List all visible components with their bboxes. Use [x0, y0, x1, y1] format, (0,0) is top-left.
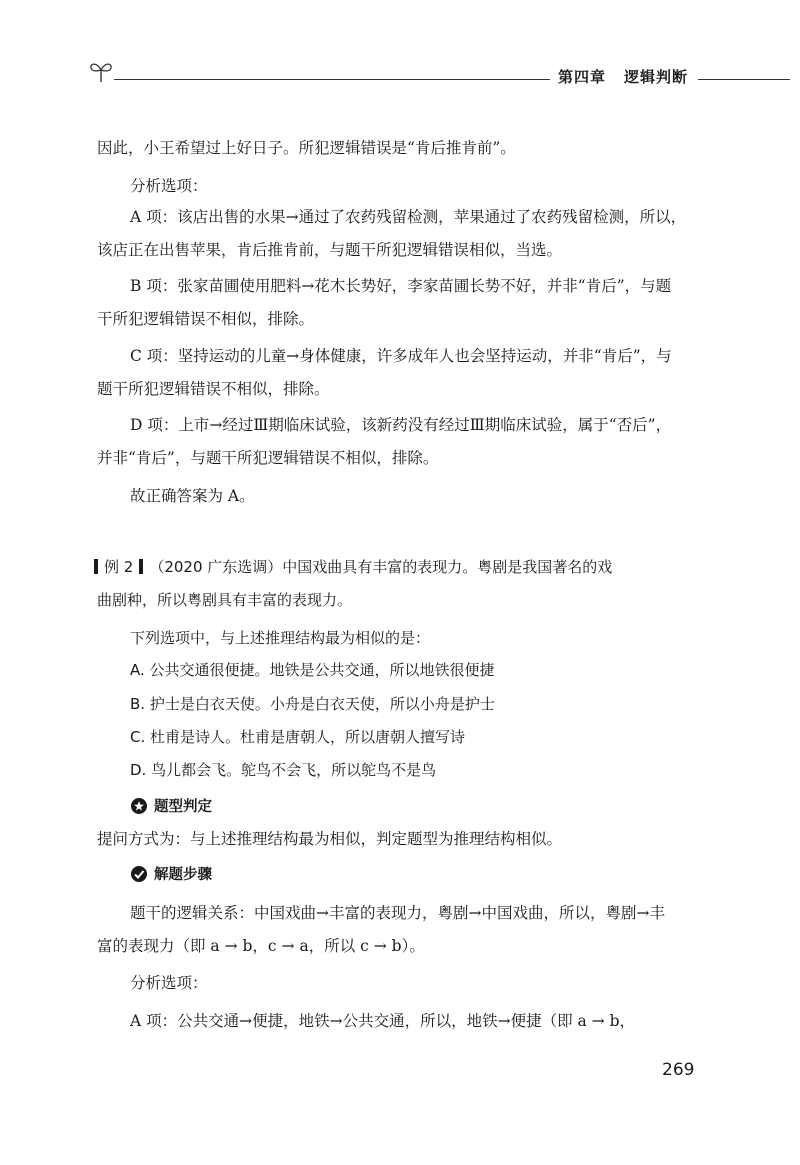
text-line: 分析选项：: [130, 974, 208, 992]
text-line: 题干的逻辑关系：中国戏曲→丰富的表现力，粤剧→中国戏曲，所以，粤剧→丰: [130, 904, 665, 922]
text-line: 题干所犯逻辑错误不相似，排除。: [97, 380, 330, 398]
page-header: [88, 58, 788, 88]
section-steps: [130, 864, 212, 885]
chapter-name: 逻辑判断: [624, 68, 689, 86]
text-line: D 项：上市→经过Ⅲ期临床试验，该新药没有经过Ⅲ期临床试验，属于“否后”，: [130, 416, 672, 434]
text-line: 并非“肯后”，与题干所犯逻辑错误不相似，排除。: [97, 449, 439, 467]
text-line: 分析选项：: [130, 177, 208, 195]
option-d: D. 鸟儿都会飞。鸵鸟不会飞，所以鸵鸟不是鸟: [130, 761, 437, 779]
text-line: C 项：坚持运动的儿童→身体健康，许多成年人也会坚持运动，并非“肯后”，与: [130, 347, 672, 365]
example-stem-cont: 曲剧种，所以粤剧具有丰富的表现力。: [97, 591, 353, 609]
text-line: 提问方式为：与上述推理结构最为相似，判定题型为推理结构相似。: [97, 830, 563, 848]
option-c: C. 杜甫是诗人。杜甫是唐朝人，所以唐朝人擅写诗: [130, 728, 466, 746]
example-heading: [88, 557, 612, 577]
example-stem: 中国戏曲具有丰富的表现力。粤剧是我国著名的戏: [282, 558, 613, 576]
text-line: 因此，小王希望过上好日子。所犯逻辑错误是“肯后推肯前”。: [97, 139, 516, 157]
text-line: 富的表现力（即 a → b，c → a，所以 c → b）。: [97, 937, 425, 955]
text-line: A 项：公共交通→便捷，地铁→公共交通，所以，地铁→便捷（即 a → b，: [130, 1012, 636, 1030]
chapter-title: [558, 66, 688, 87]
text-line: 干所犯逻辑错误不相似，排除。: [97, 310, 315, 328]
tag-mark: [139, 559, 143, 574]
option-b: B. 护士是白衣天使。小舟是白衣天使，所以小舟是护士: [130, 695, 495, 713]
text-line: B 项：张家苗圃使用肥料→花木长势好，李家苗圃长势不好，并非“肯后”，与题: [130, 277, 672, 295]
badge-icon: [130, 797, 148, 815]
example-label: 例 2: [104, 558, 134, 576]
page-number: 269: [662, 1060, 695, 1080]
text-line: 故正确答案为 A。: [130, 487, 255, 505]
section-title: 题型判定: [154, 799, 212, 815]
header-rule-right: [698, 79, 790, 80]
chapter-number: 第四章: [558, 68, 607, 86]
text-line: A 项：该店出售的水果→通过了农药残留检测，苹果通过了农药残留检测，所以，: [130, 208, 687, 226]
option-a: A. 公共交通很便捷。地铁是公共交通，所以地铁很便捷: [130, 661, 495, 679]
example-question: 下列选项中，与上述推理结构最为相似的是：: [130, 629, 431, 647]
section-type: [130, 796, 212, 817]
section-title: 解题步骤: [154, 867, 212, 883]
tag-mark: [94, 559, 98, 574]
text-line: 该店正在出售苹果，肯后推肯前，与题干所犯逻辑错误相似，当选。: [97, 241, 563, 259]
example-source: （2020 广东选调）: [149, 558, 283, 576]
check-badge-icon: [130, 865, 148, 883]
sprout-icon: [88, 58, 114, 84]
header-rule-left: [114, 79, 550, 80]
